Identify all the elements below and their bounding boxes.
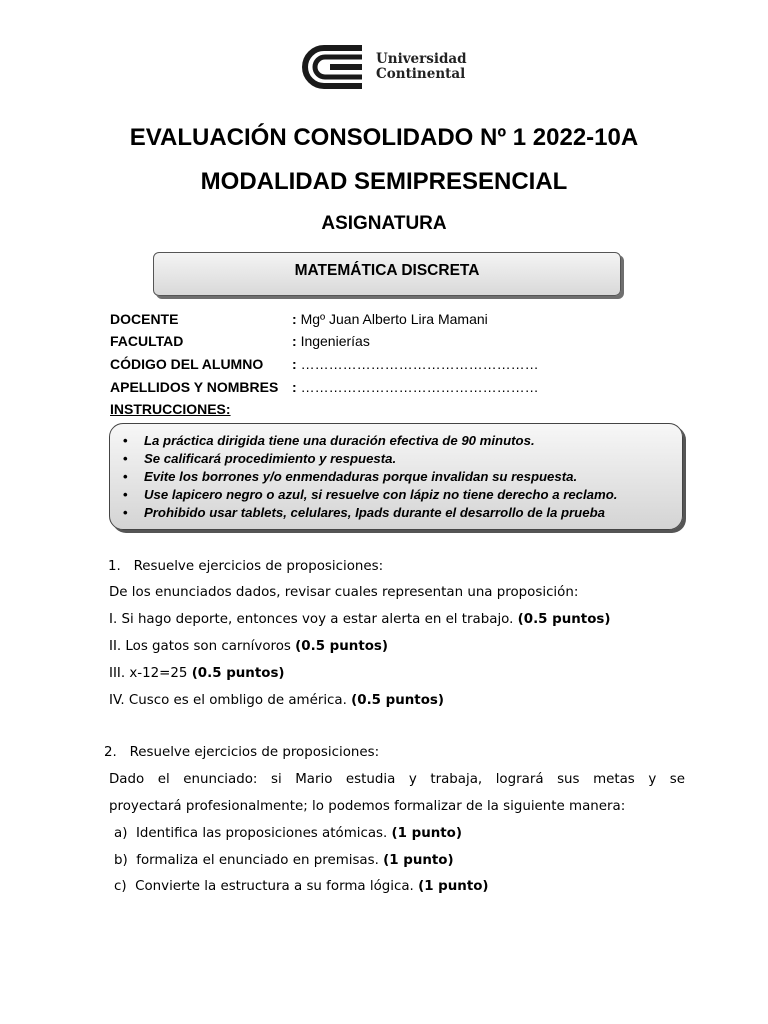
q2-item-letter: a) xyxy=(114,826,128,841)
subject-box xyxy=(153,252,621,296)
colon: : xyxy=(292,356,297,372)
q2-intro-line-2: proyectará profesionalmente; lo podemos formalizar de la siguiente manera: xyxy=(109,799,626,814)
q2-item-letter: b) xyxy=(114,853,128,868)
university-logo xyxy=(300,44,480,90)
codigo-label: CÓDIGO DEL ALUMNO xyxy=(110,356,264,372)
q2-item xyxy=(114,853,454,868)
nombres-label: APELLIDOS Y NOMBRES xyxy=(110,379,279,395)
facultad-value: Ingenierías xyxy=(300,333,370,349)
docente-value: Mgº Juan Alberto Lira Mamani xyxy=(300,311,488,327)
instructions-list xyxy=(110,424,682,522)
instructions-box xyxy=(109,423,683,530)
q1-intro: De los enunciados dados, revisar cuales representan una proposición: xyxy=(109,585,579,600)
exam-title: EVALUACIÓN CONSOLIDADO Nº 1 2022-10A xyxy=(129,124,639,151)
instructions-label: INSTRUCCIONES: xyxy=(110,401,231,417)
q1-item-text: III. x-12=25 xyxy=(109,666,188,681)
q2-title: Resuelve ejercicios de proposiciones: xyxy=(129,745,380,760)
facultad-label: FACULTAD xyxy=(110,333,184,349)
q2-item-points: (1 punto) xyxy=(418,879,489,894)
subject-heading: ASIGNATURA xyxy=(321,213,447,234)
q2-item-points: (1 punto) xyxy=(391,826,463,841)
subject-name: MATEMÁTICA DISCRETA xyxy=(294,262,480,279)
q1-item-text: II. Los gatos son carnívoros xyxy=(109,639,291,654)
q1-item-points: (0.5 puntos) xyxy=(191,666,285,681)
modality-title: MODALIDAD SEMIPRESENCIAL xyxy=(200,168,568,195)
q2-item-letter: c) xyxy=(114,879,127,894)
q1-item xyxy=(109,666,285,681)
q1-item-text: I. Si hago deporte, entonces voy a estar alerta en el trabajo. xyxy=(109,612,514,627)
instruction-item: • Use lapicero negro o azul, si resuelve con lápiz no tiene derecho a reclamo. xyxy=(144,486,682,504)
colon: : xyxy=(292,311,297,327)
q2-item-text: Identifica las proposiciones atómicas. xyxy=(135,826,388,841)
docente-label: DOCENTE xyxy=(110,311,179,327)
q2-item-text: Convierte la estructura a su forma lógica. xyxy=(135,879,414,894)
q1-item xyxy=(109,693,444,708)
q1-item-points: (0.5 puntos) xyxy=(295,639,389,654)
q2-number: 2. xyxy=(104,745,117,760)
q1-item xyxy=(109,612,611,627)
q2-intro-line-1: Dado el enunciado: si Mario estudia y trabaja, logrará sus metas y se xyxy=(109,772,685,787)
logo-line-1: Universidad xyxy=(376,51,467,67)
logo-line-2: Continental xyxy=(376,66,466,82)
continental-c-icon xyxy=(300,44,370,90)
q1-heading xyxy=(108,559,383,574)
colon: : xyxy=(292,333,297,349)
nombres-value: …………………………………………… xyxy=(300,379,539,395)
q1-item-points: (0.5 puntos) xyxy=(351,693,444,708)
q2-heading xyxy=(104,745,379,760)
q1-item-points: (0.5 puntos) xyxy=(517,612,611,627)
instruction-item: • Evite los borrones y/o enmendaduras porque invalidan su respuesta. xyxy=(144,468,682,486)
instruction-item: • Se calificará procedimiento y respuesta. xyxy=(144,450,682,468)
q2-item xyxy=(114,826,462,841)
instruction-item: • La práctica dirigida tiene una duración efectiva de 90 minutos. xyxy=(144,432,682,450)
instruction-item: • Prohibido usar tablets, celulares, Ipads durante el desarrollo de la prueba xyxy=(144,504,682,522)
q2-item-text: formaliza el enunciado en premisas. xyxy=(136,853,379,868)
colon: : xyxy=(292,379,297,395)
q2-item xyxy=(114,879,489,894)
q1-title: Resuelve ejercicios de proposiciones: xyxy=(133,559,384,574)
q1-number: 1. xyxy=(108,559,121,574)
q1-item-text: IV. Cusco es el ombligo de américa. xyxy=(109,693,347,708)
q1-item xyxy=(109,639,388,654)
codigo-value: …………………………………………… xyxy=(300,356,539,372)
q2-item-points: (1 punto) xyxy=(383,853,454,868)
